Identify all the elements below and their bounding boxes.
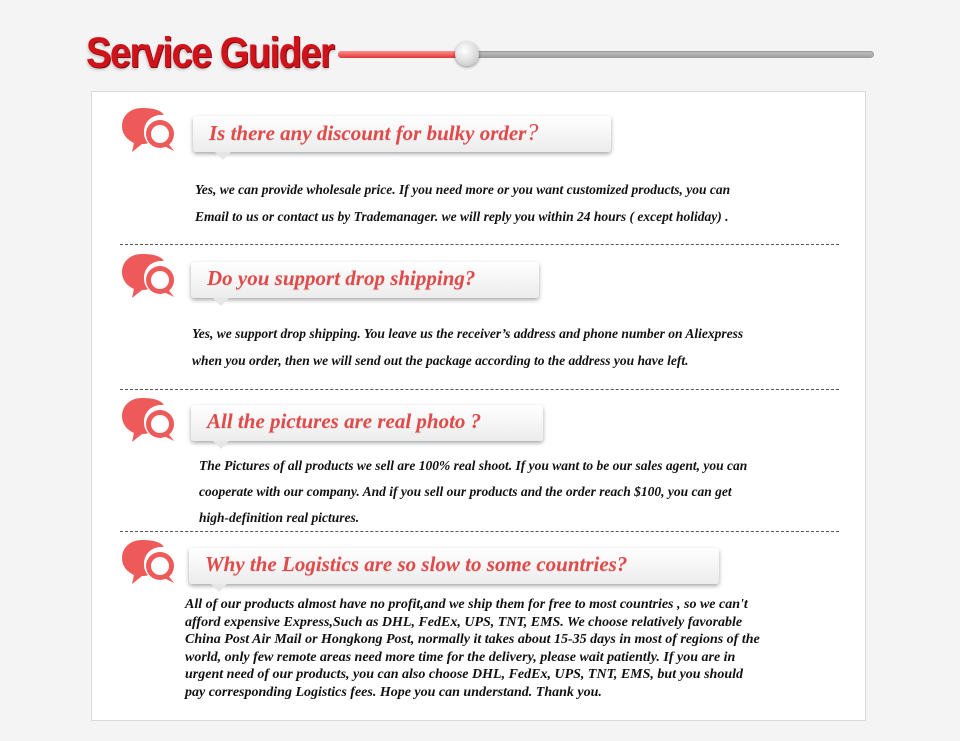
faq-answer bbox=[192, 320, 743, 374]
question-box bbox=[193, 116, 611, 152]
answer-line: urgent need of our products, you can also choose DHL, FedEx, UPS, TNT, EMS, but you should bbox=[185, 667, 743, 682]
faq-question: Is there any discount for bulky order bbox=[209, 121, 527, 145]
service-guider-header bbox=[86, 30, 886, 80]
answer-line: All of our products almost have no profit,and we ship them for free to most countries , so we can't bbox=[185, 597, 748, 612]
progress-slider-knob[interactable] bbox=[455, 42, 479, 66]
answer-line: Yes, we can provide wholesale price. If you need more or you want customized products, you can bbox=[195, 182, 731, 197]
faq-question: Do you support drop shipping? bbox=[207, 266, 476, 290]
faq-question: All the pictures are real photo ? bbox=[207, 409, 482, 433]
page-title: Service Guider bbox=[86, 30, 334, 78]
answer-line: China Post Air Mail or Hongkong Post, normally it takes about 15-35 days in most of regions of the bbox=[185, 632, 760, 647]
answer-line: high-definition real pictures. bbox=[199, 510, 360, 525]
chat-bubbles-icon bbox=[122, 252, 176, 302]
answer-line: The Pictures of all products we sell are 100% real shoot. If you want to be our sales agent, you can bbox=[199, 458, 748, 473]
question-box bbox=[189, 548, 719, 584]
section-divider bbox=[120, 244, 839, 245]
question-box bbox=[191, 262, 539, 298]
progress-slider-fill bbox=[338, 51, 467, 58]
answer-line: Email to us or contact us by Trademanager. we will reply you within 24 hours ( except holiday) . bbox=[195, 209, 729, 224]
question-box bbox=[191, 405, 543, 441]
answer-line: Yes, we support drop shipping. You leave us the receiver’s address and phone number on Aliexpress bbox=[192, 326, 744, 341]
faq-answer bbox=[199, 453, 747, 531]
answer-line: pay corresponding Logistics fees. Hope you can understand. Thank you. bbox=[185, 684, 602, 700]
chat-bubbles-icon bbox=[122, 396, 176, 446]
faq-panel bbox=[91, 91, 866, 721]
section-divider bbox=[120, 389, 839, 390]
faq-question: Why the Logistics are so slow to some countries? bbox=[205, 552, 628, 576]
chat-bubbles-icon bbox=[122, 106, 176, 156]
answer-line: world, only few remote areas need more time for the delivery, please wait patiently. If you are in bbox=[185, 649, 736, 665]
section-divider bbox=[120, 531, 839, 532]
answer-line: afford expensive Express,Such as DHL, FedEx, UPS, TNT, EMS. We choose relatively favorable bbox=[185, 614, 743, 630]
answer-line: cooperate with our company. And if you sell our products and the order reach $100, you can get bbox=[199, 484, 732, 499]
answer-line: when you order, then we will send out the package according to the address you have left. bbox=[192, 353, 689, 368]
progress-slider-track[interactable] bbox=[338, 51, 874, 58]
faq-answer bbox=[185, 596, 760, 701]
chat-bubbles-icon bbox=[122, 538, 176, 588]
faq-answer bbox=[195, 176, 730, 230]
question-mark: ? bbox=[526, 120, 539, 146]
